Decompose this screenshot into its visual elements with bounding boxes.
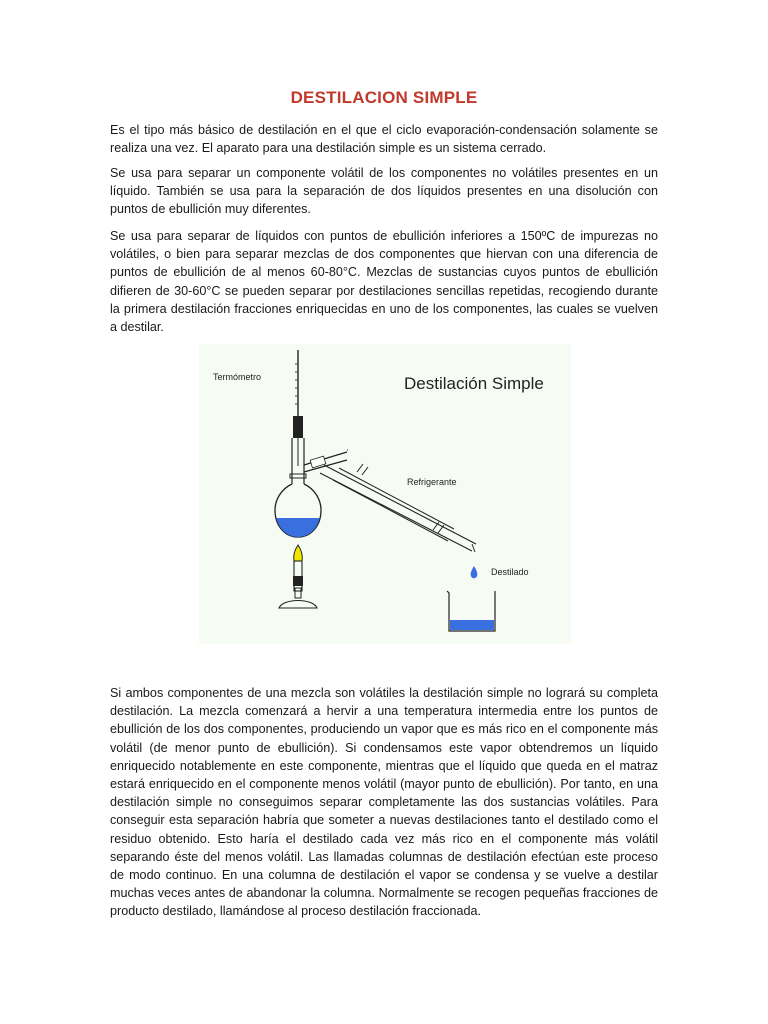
paragraph-volatile-components: Si ambos componentes de una mezcla son volátiles la destilación simple no logrará su completa destilación. La mezcla comenzará a hervir a una temperatura intermedia entre los puntos de ebullición de los dos componentes, produciendo un vapor que es más rico en el componente más volátil (de menor punto de ebullición). Si condensamos este vapor obtendremos un líquido enriquecido notablemente en este componente, mientras que el líquido que queda en el matraz estará enriquecido en el componente menos volátil (mayor punto de ebullición). Por tanto, en una destilación simple no conseguimos separar completamente las dos sustancias volátiles. Para conseguir esta separación habría que someter a nuevas destilaciones tanto el destilado como el residuo obtenido. Esto haría el destilado cada vez más rico en el componente más volátil separando éste del menos volátil. Las llamadas columnas de destilación efectúan este proceso de modo continuo. En una columna de destilación el vapor se condensa y se vuelve a destilar muchas veces antes de abandonar la columna. Normalmente se recogen pequeñas fracciones de producto destilado, llamándose al proceso destilación fraccionada. [110,686,658,919]
diagram-heading: Destilación Simple [404,374,544,393]
paragraph-intro: Es el tipo más básico de destilación en el que el ciclo evaporación-condensación solamente se realiza una vez. El aparato para una destilación simple es un sistema cerrado. [110,123,658,156]
document-title: DESTILACION SIMPLE [290,88,478,107]
distillate-label: Destilado [491,567,529,577]
condenser-label: Refrigerante [407,477,457,487]
paragraph-boiling-points: Se usa para separar de líquidos con puntos de ebullición inferiores a 150ºC de impurezas no volátiles, o bien para separar mezclas de dos componentes que hiervan con una diferencia de puntos de ebullición de al menos 60-80°C. Mezclas de sustancias cuyos puntos de ebullición difieren de 30-60°C se pueden separar por destilaciones sencillas repetidas, recogiendo durante la primera destilación fracciones enriquecidas en uno de los componentes, las cuales se vuelven a destilar. [110,229,658,335]
distillation-diagram [199,344,571,644]
paragraph-uses: Se usa para separar un componente volátil de los componentes no volátiles presentes en un líquido. También se usa para la separación de dos líquidos presentes en una disolución con puntos de ebullición muy diferentes. [110,166,658,217]
thermometer-label: Termómetro [213,372,262,382]
